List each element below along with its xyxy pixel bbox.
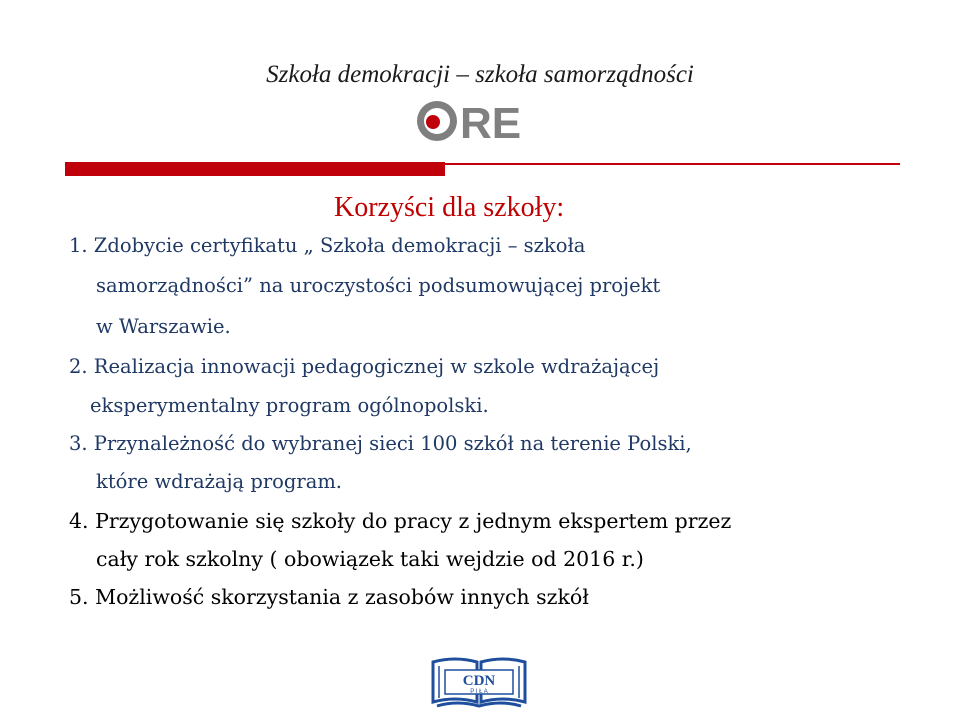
- list-item-5-line-1: 5. Możliwość skorzystania z zasobów innych szkół: [69, 585, 589, 609]
- list-item-2-line-1: 2. Realizacja innowacji pedagogicznej w szkole wdrażającej: [69, 355, 660, 378]
- list-item-2-line-2: eksperymentalny program ogólnopolski.: [90, 394, 489, 417]
- cdn-logo: [427, 652, 531, 714]
- list-item-1-line-2: samorządności” na uroczystości podsumowującej projekt: [96, 274, 661, 297]
- content-heading: Korzyści dla szkoły:: [334, 192, 565, 223]
- list-item-1-line-3: w Warszawie.: [96, 315, 231, 338]
- ore-logo-text: RE: [460, 99, 522, 147]
- ore-logo: [413, 95, 540, 147]
- list-item-3-line-2: które wdrażają program.: [96, 470, 343, 493]
- list-item-4-line-1: 4. Przygotowanie się szkoły do pracy z jednym ekspertem przez: [69, 509, 732, 533]
- list-item-4-line-2: cały rok szkolny ( obowiązek taki wejdzie od 2016 r.): [96, 547, 644, 571]
- header-divider-line: [445, 163, 900, 165]
- ore-logo-dot: [426, 115, 440, 129]
- list-item-3-line-1: 3. Przynależność do wybranej sieci 100 szkół na terenie Polski,: [69, 432, 692, 455]
- list-item-1-line-1: 1. Zdobycie certyfikatu „ Szkoła demokracji – szkoła: [69, 234, 586, 257]
- cdn-logo-text: CDN: [462, 673, 496, 689]
- page-title: Szkoła demokracji – szkoła samorządności: [266, 61, 694, 88]
- header-divider-block: [65, 162, 445, 176]
- cdn-logo-subtext: P I Ł A: [470, 689, 488, 695]
- header-divider: [65, 162, 900, 176]
